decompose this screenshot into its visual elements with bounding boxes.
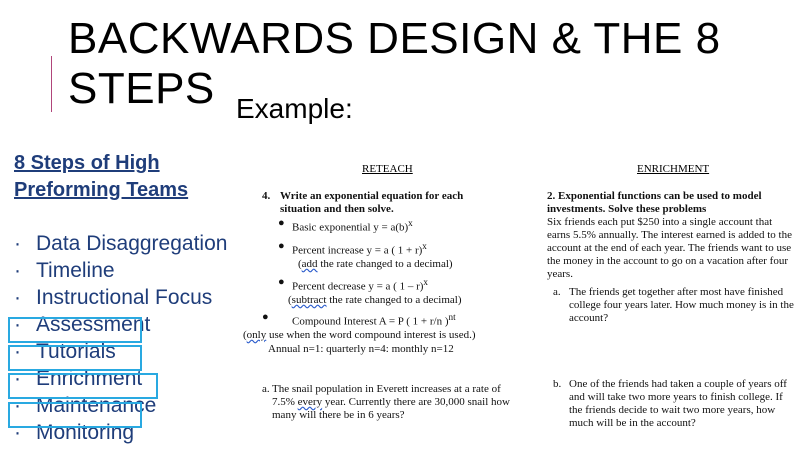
- note-keyword: subtract: [291, 293, 327, 306]
- bullet: ·: [14, 313, 21, 336]
- reteach-header: RETEACH: [362, 163, 413, 175]
- bullet: ·: [14, 367, 21, 390]
- step-label: Enrichment: [36, 367, 143, 390]
- question-text: Six friends each put $250 into a single account that earns 5.5% annually. The interest earned is added to the account at the end of each year. The friends want to use the money in the account to go on a vacation after four years.: [547, 216, 792, 280]
- enrichment-part-a: [553, 286, 797, 325]
- part-text: One of the friends had taken a couple of years off and will take two more years to finish college. If the friends decide to wait two more years, how much will be in the account?: [569, 378, 787, 429]
- part-label: a.: [553, 286, 561, 298]
- compound-interest: [262, 311, 512, 329]
- formula-text: Basic exponential y = a(b): [292, 221, 409, 234]
- note-text: use when the word compound interest is used.): [266, 329, 476, 341]
- highlight-box: [8, 373, 158, 399]
- formula-exponent: x: [422, 241, 427, 251]
- bullet: ·: [14, 259, 21, 282]
- compound-note: (only use when the word compound interest is used.): [243, 329, 476, 341]
- enrichment-part-b: [553, 378, 797, 430]
- step-label: Timeline: [36, 259, 115, 282]
- part-text: The friends get together after most have finished college four years later. How much money is in the account?: [569, 286, 794, 324]
- reteach-part-a: [262, 383, 512, 422]
- highlight-box: [8, 402, 142, 428]
- step-label: Maintenance: [36, 394, 157, 417]
- bullet: ·: [14, 232, 21, 255]
- bullet: ·: [14, 286, 21, 309]
- slide-title: BACKWARDS DESIGN & THE 8 STEPS: [68, 14, 721, 113]
- accent-line: [51, 56, 52, 112]
- keyword-every: every: [297, 396, 323, 408]
- percent-increase: [276, 240, 511, 271]
- step-item: [14, 257, 244, 284]
- formula-exponent: x: [408, 218, 413, 228]
- part-label: a.: [262, 383, 270, 395]
- basic-exponential: [276, 217, 506, 235]
- formula-text: Percent decrease y = a ( 1 – r): [292, 280, 424, 293]
- slide-subtitle: Example:: [236, 93, 353, 124]
- note-text: the rate changed to a decimal): [317, 257, 453, 270]
- bullet: ·: [14, 421, 21, 444]
- question-text: Write an exponential equation for each situation and then solve.: [280, 190, 464, 215]
- step-label: Monitoring: [36, 421, 135, 444]
- highlight-box: [8, 317, 142, 343]
- bullet-dot: ●: [262, 311, 269, 323]
- step-label: Tutorials: [36, 340, 116, 363]
- formula-text: Compound Interest A = P ( 1 + r/n ): [292, 315, 449, 328]
- bullet: ·: [14, 340, 21, 363]
- step-label: Instructional Focus: [36, 286, 213, 309]
- part-label: b.: [553, 378, 562, 390]
- step-item: [14, 230, 244, 257]
- steps-heading: 8 Steps of High Preforming Teams: [14, 152, 189, 201]
- bullet-dot: ●: [278, 276, 285, 288]
- bullet-dot: ●: [278, 217, 285, 229]
- compound-periods: Annual n=1: quarterly n=4: monthly n=12: [268, 343, 454, 355]
- highlight-box: [8, 345, 142, 371]
- step-item: [14, 284, 244, 311]
- note-text: the rate changed to a decimal): [326, 293, 462, 306]
- bullet: ·: [14, 394, 21, 417]
- reteach-question-4: [262, 190, 502, 216]
- formula-note: (add the rate changed to a decimal): [298, 257, 453, 270]
- step-label: Data Disaggregation: [36, 232, 228, 255]
- formula-exponent: nt: [448, 312, 456, 322]
- part-text: The snail population in Everett increases at a rate of 7.5% every year. Currently there are 30,000 snail how many will there be in 6 years?: [272, 383, 510, 421]
- percent-decrease: [276, 276, 511, 307]
- step-label: Assessment: [36, 313, 151, 336]
- bullet-dot: ●: [278, 240, 285, 252]
- formula-exponent: x: [423, 277, 428, 287]
- formula-text: Percent increase y = a ( 1 + r): [292, 244, 423, 257]
- note-keyword: only: [246, 329, 267, 341]
- question-title: 2. Exponential functions can be used to model investments. Solve these problems: [547, 190, 762, 215]
- formula-note: (subtract the rate changed to a decimal): [288, 293, 462, 306]
- note-keyword: add: [301, 257, 318, 270]
- enrichment-question-2: [547, 190, 797, 281]
- enrichment-header: ENRICHMENT: [637, 163, 710, 175]
- question-number: 4.: [262, 190, 271, 202]
